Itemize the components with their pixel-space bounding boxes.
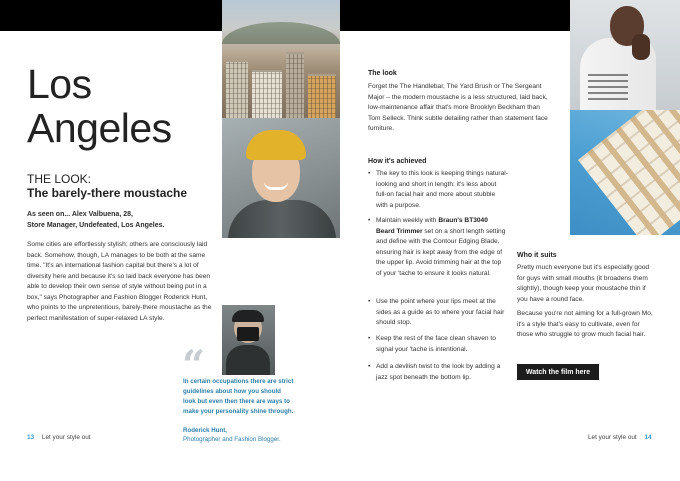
how-item-4 [368, 334, 508, 355]
page-number-left: 13 [27, 434, 35, 441]
how-item-1 [368, 169, 508, 211]
page-number-right: 14 [644, 434, 652, 441]
los-angeles-skyline-photo [222, 0, 340, 118]
how-item-3 [368, 297, 508, 329]
how-item-5-text: Add a devilish twist to the look by adding a jazz spot beneath the bottom lip. [376, 363, 501, 381]
top-black-bar-left [0, 0, 222, 31]
how-achieved-heading: How it's achieved [368, 158, 427, 165]
footer-left [27, 434, 91, 441]
how-item-2-text-pre: Maintain weekly with [376, 217, 439, 224]
page-title [27, 62, 172, 150]
as-seen-on-role: Store Manager, Undefeated, Los Angeles. [27, 222, 165, 229]
watch-film-button[interactable]: Watch the film here [517, 364, 599, 380]
look-headline: The barely-there moustache [27, 186, 188, 200]
how-item-2 [368, 216, 508, 279]
who-it-suits-heading: Who it suits [517, 252, 557, 259]
quote-author-role: Photographer and Fashion Blogger. [183, 436, 281, 443]
how-item-4-text: Keep the rest of the face clean shaven to signal your 'tache is intentional. [376, 335, 496, 353]
as-seen-on-name: As seen on... Alex Valbuena, 28, [27, 211, 133, 218]
title-line-1: Los [27, 61, 92, 107]
top-black-bar-right [340, 0, 570, 31]
the-look-text: Forget the The Handlebar, The Yard Brush or The Sergeant Major – the modern moustache is a less structured, laid back, low-maintenance affair that's more Brooklyn Beckham than Tom Selleck. Think subtle detailing rather than statement face furniture. [368, 83, 548, 132]
the-look-heading: The look [368, 70, 397, 77]
how-item-1-text: The key to this look is keeping things natural-looking and short in length: it's less about full-on facial hair and more about stubble with a purpose. [376, 170, 508, 209]
how-item-5 [368, 362, 508, 383]
how-item-2-text-post: set on a short length setting and define with the Contour Edging Blade, ensuring hair is kept away from the edge of the upper lip. Avoid trimming hair at the top of your 'tache to ensure it looks natural. [376, 227, 506, 277]
as-seen-on [27, 209, 217, 231]
man-white-hoodie-photo [570, 0, 680, 110]
man-yellow-beanie-photo [222, 118, 340, 238]
how-item-3-text: Use the point where your lips meet at the sides as a guide as to where your facial hair should stop. [376, 298, 505, 326]
quote-author-name: Roderick Hunt, [183, 427, 228, 434]
footer-right [588, 434, 652, 441]
title-line-2: Angeles [27, 105, 172, 151]
footer-label-right: Let your style out [588, 434, 637, 441]
photographer-camera-photo [222, 305, 275, 375]
who-it-suits-text-2: Because you're not aiming for a full-grown Mo, it's a style that's easy to cultivate, even for those who struggle to grow much facial hair. [517, 310, 653, 338]
footer-label-left: Let your style out [41, 434, 91, 441]
pull-quote: In certain occupations there are strict guidelines about how you should look but even then there are ways to make your personality shine through. [183, 378, 294, 415]
building-blue-sky-photo [570, 110, 680, 235]
intro-paragraph: Some cities are effortlessly stylish; others are consciously laid back. Somehow, though, LA manages to be both at the same time. "It's an international fashion capital but there's a lot of diversity here and because it's so laid back everyone has been able to develop their own sense of style without being put in a box," says Photographer and Fashion Blogger Roderick Hunt, who points to the unpretentious, barely-there moustache as the perfect manifestation of super-relaxed LA style. [27, 241, 212, 322]
look-kicker: THE LOOK: [27, 172, 92, 186]
who-it-suits-text-1: Pretty much everyone but it's especially good for guys with small mouths (it broadens them slightly), though keep your moustache thin if you have a round face. [517, 264, 650, 303]
product-name: Braun's BT3040 Beard Trimmer [376, 217, 488, 235]
quote-mark-icon: “ [182, 342, 206, 389]
